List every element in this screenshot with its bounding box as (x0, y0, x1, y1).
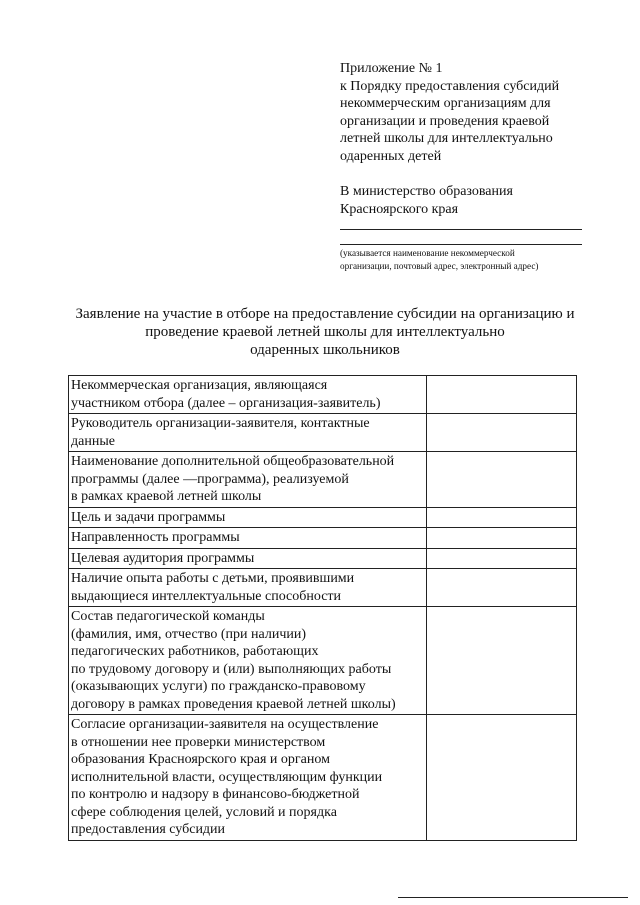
table-row (69, 528, 577, 549)
document-title (60, 305, 590, 359)
table-row (69, 607, 577, 715)
hint-line: (указывается наименование некоммерческой (340, 248, 515, 258)
title-line: одаренных школьников (250, 342, 400, 358)
row-value-cell[interactable] (427, 607, 577, 715)
table-row (69, 507, 577, 528)
page-edge-line (398, 897, 628, 898)
appendix-line: организации и проведения краевой (340, 113, 550, 129)
appendix-line: одаренных детей (340, 148, 442, 164)
row-label: Целевая аудитория программы (69, 548, 427, 569)
recipient-line: Красноярского края (340, 201, 459, 217)
row-value-cell[interactable] (427, 569, 577, 607)
row-label: Наличие опыта работы с детьми, проявившими выдающиеся интеллектуальные способности (69, 569, 427, 607)
row-value-cell[interactable] (427, 715, 577, 841)
table-row (69, 452, 577, 508)
row-label: Состав педагогической команды (фамилия, имя, отчество (при наличии) педагогических работников, работающих по трудовому договору и (или) выполняющих работы (оказывающих услуги) по гражданско-правовому договору в рамках проведения краевой летней школы) (69, 607, 427, 715)
hint-line: организации, почтовый адрес, электронный адрес) (340, 261, 539, 271)
table-row (69, 376, 577, 414)
appendix-line: некоммерческим организациям для (340, 96, 551, 111)
title-line: Заявление на участие в отборе на предоставление субсидии на организацию и (75, 306, 575, 322)
table-row (69, 548, 577, 569)
application-table (68, 375, 577, 841)
row-value-cell[interactable] (427, 452, 577, 508)
row-label: Цель и задачи программы (69, 507, 427, 528)
row-label: Согласие организации-заявителя на осуществление в отношении нее проверки министерством образования Красноярского края и органом исполнительной власти, осуществляющим функции по контролю и надзору в финансово-бюджетной сфере соблюдения целей, условий и порядка предоставления субсидии (69, 715, 427, 841)
row-value-cell[interactable] (427, 548, 577, 569)
row-value-cell[interactable] (427, 414, 577, 452)
row-label: Некоммерческая организация, являющаяся участником отбора (далее – организация-заявитель) (69, 376, 427, 414)
appendix-line: летней школы для интеллектуально (340, 131, 553, 146)
row-label: Наименование дополнительной общеобразовательной программы (далее —программа), реализуемой в рамках краевой летней школы (69, 452, 427, 508)
blank-line (340, 244, 582, 245)
table-row (69, 414, 577, 452)
recipient-line: В министерство образования (340, 184, 513, 199)
table-row (69, 715, 577, 841)
title-line: проведение краевой летней школы для интеллектуально (145, 324, 505, 340)
applicant-hint (340, 247, 584, 273)
row-value-cell[interactable] (427, 528, 577, 549)
row-label: Руководитель организации-заявителя, контактные данные (69, 414, 427, 452)
row-value-cell[interactable] (427, 507, 577, 528)
appendix-heading: Приложение № 1 (340, 61, 443, 76)
row-value-cell[interactable] (427, 376, 577, 414)
appendix-line: к Порядку предоставления субсидий (340, 78, 560, 94)
row-label: Направленность программы (69, 528, 427, 549)
table-row (69, 569, 577, 607)
appendix-block (340, 60, 630, 218)
blank-line (340, 229, 582, 230)
